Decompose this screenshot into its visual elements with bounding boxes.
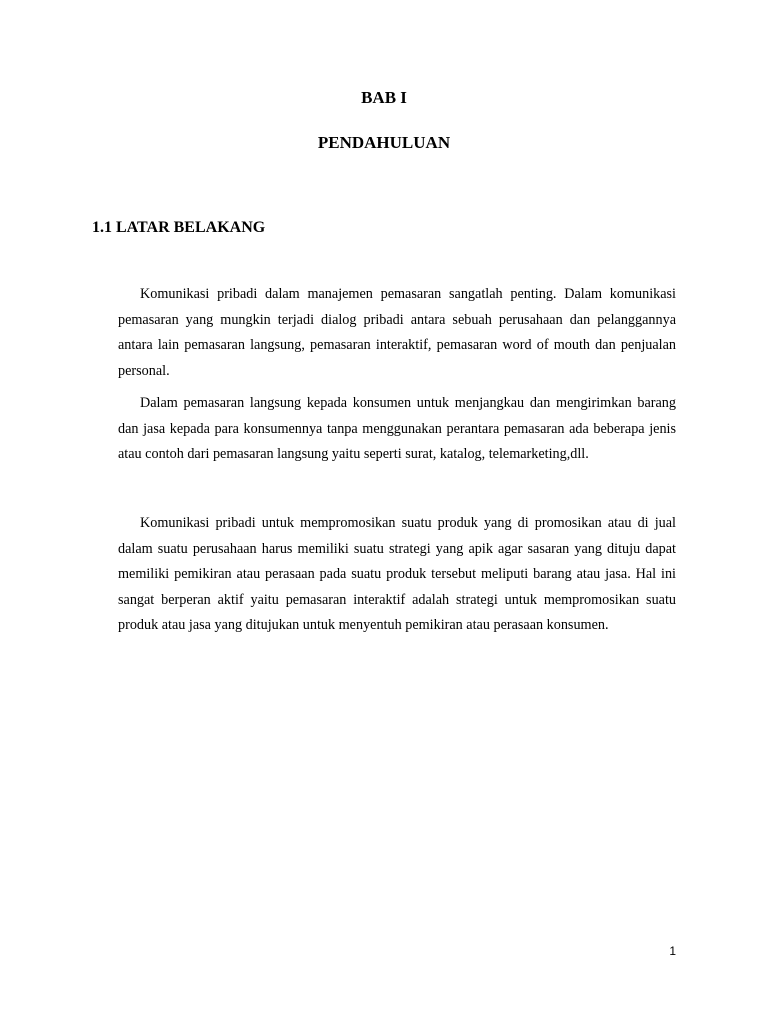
chapter-title: PENDAHULUAN: [317, 133, 451, 152]
paragraph-1: Komunikasi pribadi dalam manajemen pemasaran sangatlah penting. Dalam komunikasi pemasaran yang mungkin terjadi dialog pribadi antara sebuah perusahaan dan pelanggannya antara lain pemasaran langsung, pemasaran interaktif, pemasaran word of mouth dan penjualan personal.: [118, 286, 676, 379]
section-heading: 1.1 LATAR BELAKANG: [92, 219, 266, 236]
paragraph-2: Dalam pemasaran langsung kepada konsumen untuk menjangkau dan mengirimkan barang dan jasa kepada para konsumennya tanpa menggunakan perantara pemasaran ada beberapa jenis atau contoh dari pemasaran langsung yaitu seperti surat, katalog, telemarketing,dll.: [118, 395, 676, 463]
paragraph-3: Komunikasi pribadi untuk mempromosikan suatu produk yang di promosikan atau di jual dalam suatu perusahaan harus memiliki suatu strategi yang apik agar sasaran yang dituju dapat memiliki pemikiran atau perasaan pada suatu produk tersebut meliputi barang atau jasa. Hal ini sangat berperan aktif yaitu pemasaran interaktif adalah strategi untuk mempromosikan suatu produk atau jasa yang ditujukan untuk menyentuh pemikiran atau perasaan konsumen.: [118, 515, 676, 634]
chapter-label: BAB I: [361, 88, 407, 107]
page-number: 1: [669, 944, 676, 958]
